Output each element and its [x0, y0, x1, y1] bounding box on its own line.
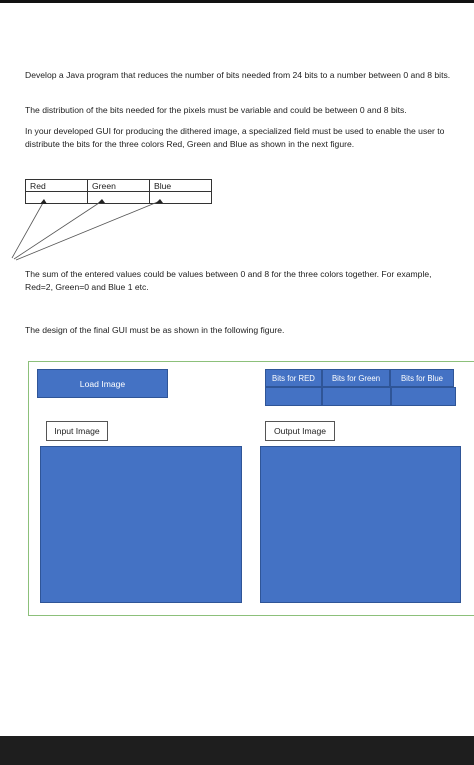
paragraph-design: The design of the final GUI must be as shown in the following figure.: [25, 325, 285, 335]
paragraph-distribution: The distribution of the bits needed for the pixels must be variable and could be between 0 and 8 bits.: [25, 105, 407, 115]
arrow-line-red: [12, 201, 44, 258]
paragraph-sum: The sum of the entered values could be values between 0 and 8 for the three colors together. For example, Red=2, Green=0 and Blue 1 etc.: [25, 269, 432, 292]
output-image-label: Output Image: [265, 421, 335, 441]
bits-for-green-header: Bits for Green: [322, 369, 390, 387]
bottom-bar: [0, 736, 474, 765]
input-image-panel: [40, 446, 242, 603]
blue-bits-cell[interactable]: [150, 192, 212, 204]
bits-for-red-header: Bits for RED: [265, 369, 322, 387]
header-green: Green: [88, 180, 150, 192]
arrow-line-blue: [16, 201, 160, 260]
bits-for-green-input[interactable]: [322, 387, 391, 406]
header-red: Red: [26, 180, 88, 192]
output-image-panel: [260, 446, 461, 603]
green-bits-cell[interactable]: [88, 192, 150, 204]
table-header-row: [26, 180, 212, 192]
bits-for-red-input[interactable]: [265, 387, 322, 406]
paragraph-gui-field: In your developed GUI for producing the dithered image, a specialized field must be used to enable the user to distribute the bits for the three colors Red, Green and Blue as shown in the next figure.: [25, 126, 445, 149]
load-image-button[interactable]: Load Image: [37, 369, 168, 398]
bits-for-blue-header: Bits for Blue: [390, 369, 454, 387]
top-edge: [0, 0, 474, 3]
arrow-line-green: [14, 201, 102, 259]
table-row: [26, 192, 212, 204]
bits-for-blue-input[interactable]: [391, 387, 456, 406]
red-bits-cell[interactable]: [26, 192, 88, 204]
header-blue: Blue: [150, 180, 212, 192]
paragraph-intro: Develop a Java program that reduces the number of bits needed from 24 bits to a number between 0 and 8 bits.: [25, 70, 451, 80]
bits-distribution-table: [25, 179, 212, 204]
input-image-label: Input Image: [46, 421, 108, 441]
